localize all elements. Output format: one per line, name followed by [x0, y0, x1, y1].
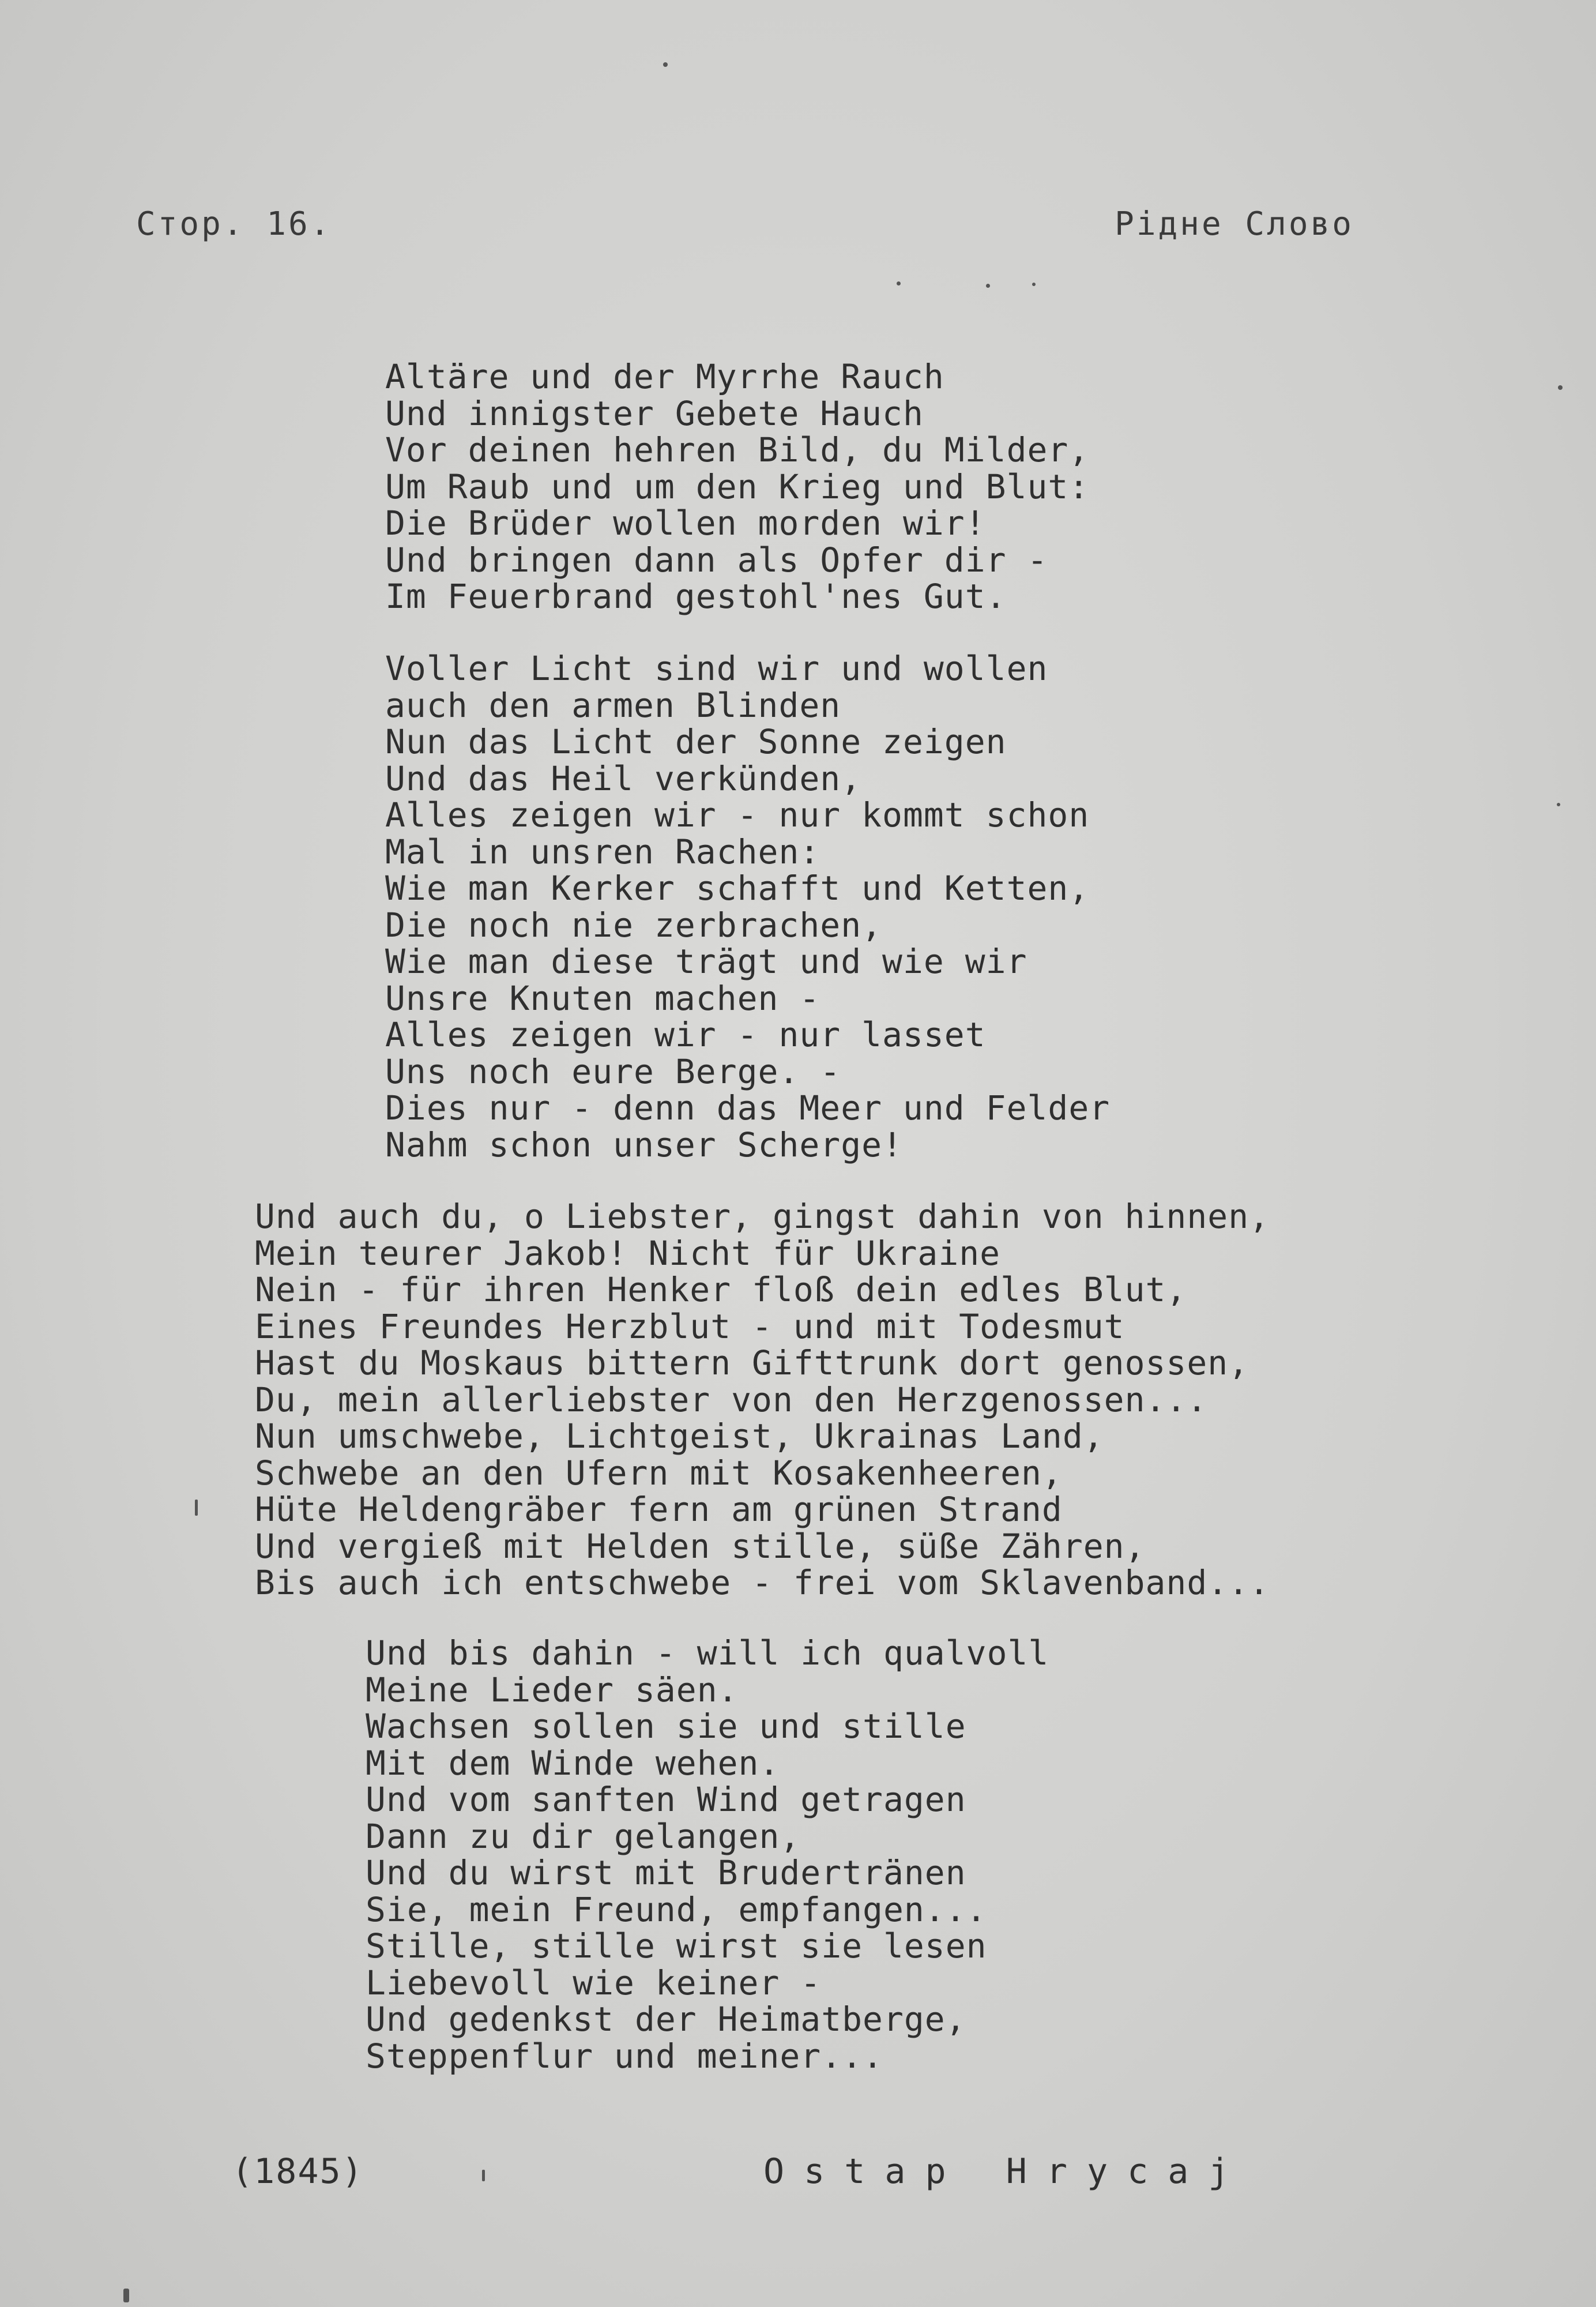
- poem-line: Stille, stille wirst sie lesen: [366, 1926, 987, 1966]
- poem-line: Und bis dahin - will ich qualvoll: [366, 1633, 1049, 1673]
- poem-line: Wie man diese trägt und wie wir: [385, 942, 1027, 981]
- poem-stanza-3: [255, 1198, 1270, 1602]
- poem-line: Mit dem Winde wehen.: [366, 1743, 780, 1783]
- poem-line: Nahm schon unser Scherge!: [385, 1125, 903, 1164]
- poem-line: Nein - für ihren Henker floß dein edles Blut,: [255, 1270, 1187, 1309]
- poem-line: Und auch du, o Liebster, gingst dahin von hinnen,: [255, 1197, 1270, 1236]
- poem-line: Um Raub und um den Krieg und Blut:: [385, 467, 1090, 506]
- poem-line: Dann zu dir gelangen,: [366, 1816, 801, 1856]
- poem-year: (1845): [232, 2151, 364, 2192]
- poem-line: Steppenflur und meiner...: [366, 2036, 883, 2076]
- poem-line: Unsre Knuten machen -: [385, 978, 820, 1018]
- poem-line: Und du wirst mit Brudertränen: [366, 1853, 966, 1892]
- poem-line: Eines Freundes Herzblut - und mit Todesmut: [255, 1306, 1125, 1346]
- poem-line: Schwebe an den Ufern mit Kosakenheeren,: [255, 1453, 1063, 1493]
- poem-line: Und das Heil verkünden,: [385, 758, 862, 798]
- poem-line: auch den armen Blinden: [385, 685, 841, 725]
- poem-line: Hast du Moskaus bittern Gifttrunk dort genossen,: [255, 1343, 1249, 1382]
- poem-line: Mal in unsren Rachen:: [385, 832, 820, 871]
- poem-line: Und bringen dann als Opfer dir -: [385, 540, 1048, 580]
- poem-line: Dies nur - denn das Meer und Felder: [385, 1088, 1111, 1128]
- poem-line: Voller Licht sind wir und wollen: [385, 649, 1048, 688]
- poem-line: Mein teurer Jakob! Nicht für Ukraine: [255, 1233, 1001, 1273]
- poem-line: Du, mein allerliebster von den Herzgenossen...: [255, 1380, 1208, 1419]
- poem-line: Wachsen sollen sie und stille: [366, 1707, 966, 1746]
- poem-line: Und innigster Gebete Hauch: [385, 393, 924, 433]
- publication-title: Рідне Слово: [1115, 205, 1354, 243]
- dust-speck: [897, 281, 901, 285]
- poem-line: Und vergieß mit Helden stille, süße Zähren,: [255, 1526, 1146, 1566]
- poem-line: Im Feuerbrand gestohl'nes Gut.: [385, 577, 1007, 616]
- page-number-label: Стор. 16.: [136, 205, 332, 243]
- poem-line: Und vom sanften Wind getragen: [366, 1780, 966, 1819]
- poem-stanza-2: [385, 651, 1110, 1163]
- poem-line: Uns noch eure Berge. -: [385, 1051, 841, 1091]
- poem-line: Liebevoll wie keiner -: [366, 1963, 822, 2002]
- poem-stanza-4: [366, 1635, 1049, 2075]
- poem-line: Und gedenkst der Heimatberge,: [366, 2000, 966, 2039]
- poem-author: Ostap Hrycaj: [763, 2151, 1249, 2192]
- poem-line: Alles zeigen wir - nur kommt schon: [385, 795, 1090, 835]
- poem-stanza-1: [385, 359, 1089, 615]
- poem-line: Nun das Licht der Sonne zeigen: [385, 722, 1007, 761]
- poem-line: Nun umschwebe, Lichtgeist, Ukrainas Land,: [255, 1416, 1104, 1456]
- dust-speck: [1032, 283, 1036, 286]
- poem-line: Die Brüder wollen morden wir!: [385, 504, 986, 543]
- poem-line: Hüte Heldengräber fern am grünen Strand: [255, 1490, 1063, 1529]
- poem-line: Wie man Kerker schafft und Ketten,: [385, 869, 1090, 908]
- dust-speck: [1557, 803, 1560, 806]
- dust-speck: [986, 284, 990, 288]
- dust-speck: [663, 62, 668, 67]
- dust-speck: [1558, 385, 1563, 390]
- dust-speck: [195, 1500, 198, 1516]
- poem-line: Die noch nie zerbrachen,: [385, 905, 883, 945]
- poem-line: Meine Lieder säen.: [366, 1670, 739, 1709]
- poem-line: Sie, mein Freund, empfangen...: [366, 1889, 987, 1929]
- dust-speck: [123, 2289, 129, 2302]
- poem-line: Alles zeigen wir - nur lasset: [385, 1015, 986, 1054]
- poem-line: Vor deinen hehren Bild, du Milder,: [385, 430, 1090, 469]
- dust-speck: [482, 2170, 485, 2181]
- poem-line: Bis auch ich entschwebe - frei vom Sklavenband...: [255, 1563, 1270, 1602]
- poem-line: Altäre und der Myrrhe Rauch: [385, 357, 944, 396]
